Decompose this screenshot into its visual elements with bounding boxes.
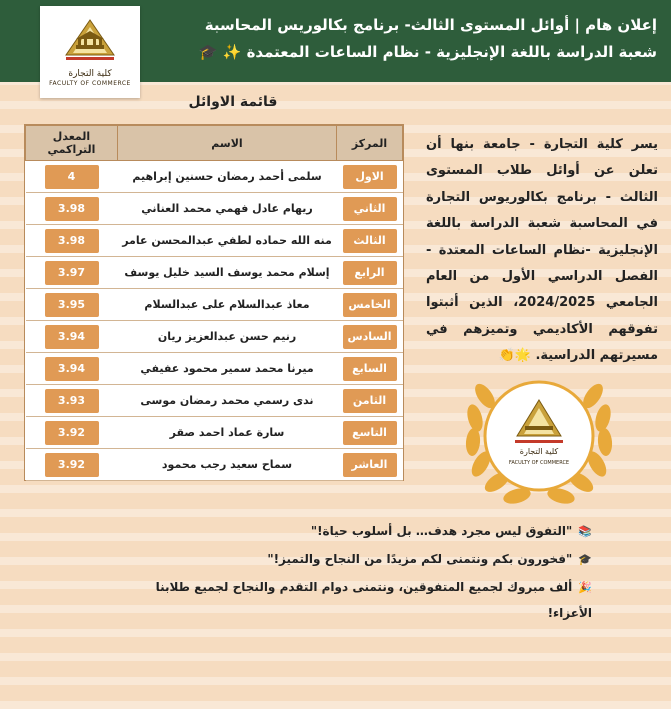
header-line-1: إعلان هام | أوائل المستوى الثالث- برنامج بكالوريس المحاسبة (204, 16, 657, 34)
rank-badge: الاول (343, 165, 397, 189)
student-name: ريهام عادل فهمي محمد العناني (118, 193, 337, 225)
quote-3-continued: الأعزاء! (547, 606, 592, 620)
table-row (26, 417, 403, 449)
rank-badge: التاسع (343, 421, 397, 445)
table-row (26, 353, 403, 385)
table-row (26, 321, 403, 353)
rank-badge: الرابع (343, 261, 397, 285)
faculty-emblem-icon (62, 17, 118, 67)
gpa-badge: 3.94 (45, 325, 99, 349)
header-title (157, 12, 657, 66)
header-rank: المركز (337, 126, 403, 161)
wreath-logo-english: FACULTY OF COMMERCE (508, 460, 570, 466)
table-row (26, 161, 403, 193)
student-name: ندى رسمي محمد رمضان موسى (118, 385, 337, 417)
table-row (26, 225, 403, 257)
rank-badge: السادس (343, 325, 397, 349)
quote-3: ألف مبروك لجميع المتفوقين، ونتمنى دوام التقدم والنجاح لجميع طلابنا (155, 580, 573, 594)
header-line-2: شعبة الدراسة باللغة الإنجليزية - نظام الساعات المعتمدة ✨ 🎓 (198, 43, 657, 61)
table-title: قائمة الاوائل (188, 94, 278, 110)
rank-badge: الثامن (343, 389, 397, 413)
honor-table (24, 124, 404, 481)
student-name: معاذ عبدالسلام على عبدالسلام (118, 289, 337, 321)
rank-badge: العاشر (343, 453, 397, 477)
gpa-badge: 3.92 (45, 421, 99, 445)
party-icon: 🎉 (578, 581, 592, 594)
rank-badge: السابع (343, 357, 397, 381)
table-row (26, 193, 403, 225)
student-name: رنيم حسن عبدالعزيز ريان (118, 321, 337, 353)
table-row (26, 385, 403, 417)
rank-badge: الثاني (343, 197, 397, 221)
table-header-row (26, 126, 403, 161)
gpa-badge: 3.94 (45, 357, 99, 381)
laurel-wreath-icon (455, 356, 623, 516)
student-name: إسلام محمد يوسف السيد خليل يوسف (118, 257, 337, 289)
header-gpa: المعدل التراكمي (26, 126, 118, 161)
gpa-badge: 3.98 (45, 229, 99, 253)
wreath-logo-arabic: كلية التجارة (519, 447, 559, 456)
logo-english-text: FACULTY OF COMMERCE (49, 80, 131, 87)
graduation-cap-icon: 🎓 (578, 553, 592, 566)
rank-badge: الخامس (343, 293, 397, 317)
gpa-badge: 3.95 (45, 293, 99, 317)
faculty-logo (40, 6, 140, 98)
quotes-section (40, 502, 650, 642)
student-name: منه الله حماده لطفي عبدالمحسن عامر (118, 225, 337, 257)
gpa-badge: 3.93 (45, 389, 99, 413)
gpa-badge: 3.98 (45, 197, 99, 221)
header-name: الاسم (118, 126, 337, 161)
table-row (26, 449, 403, 481)
gpa-badge: 4 (45, 165, 99, 189)
gpa-badge: 3.97 (45, 261, 99, 285)
logo-arabic-text: كلية التجارة (68, 69, 112, 79)
rank-badge: الثالث (343, 229, 397, 253)
announcement-description: يسر كلية التجارة - جامعة بنها أن تعلن عن أوائل طلاب المستوى الثالث - برنامج بكالوريوس التجارة في المحاسبة شعبة الدراسة باللغة الإنجليزية -نظام الساعات المعتدة - الفصل الدراسي الأول من العام الجامعي 2024/2025، الذين أثبتوا تفوقهم الأكاديمي وتميزهم في مسيرتهم الدراسية. 🌟👏 (426, 137, 658, 364)
quote-2: "فخورون بكم ونتمنى لكم مزيدًا من النجاح والتميز!" (267, 552, 573, 566)
table-row (26, 289, 403, 321)
student-name: ميرنا محمد سمير محمود عفيفي (118, 353, 337, 385)
student-name: سماح سعيد رجب محمود (118, 449, 337, 481)
student-name: سلمى أحمد رمضان حسنين إبراهيم (118, 161, 337, 193)
gpa-badge: 3.92 (45, 453, 99, 477)
student-name: سارة عماد احمد صقر (118, 417, 337, 449)
books-icon: 📚 (578, 525, 592, 538)
table-row (26, 257, 403, 289)
quote-1: "التفوق ليس مجرد هدف… بل أسلوب حياة!" (310, 524, 573, 538)
